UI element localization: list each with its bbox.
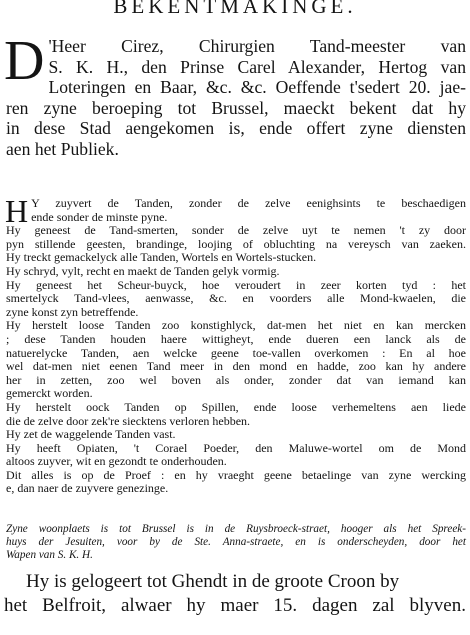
body-line: Dit alles is op de Proef : en hy vraeght geene betaelinge van zyne wercking	[6, 467, 466, 482]
address-line: Zyne woonplaets is tot Brussel is in de Ruysbroeck-straet, hooger als het Spreek-	[6, 523, 466, 535]
body-line: die de zelve door zek're siecktens verloren hebben.	[6, 413, 251, 428]
body-line: gemerckt worden.	[6, 386, 93, 401]
body-line: ; dese Tanden houden haere wittigheyt, ende dueren een lanck als de	[6, 331, 466, 346]
body-line: ende sonder de minste pyne.	[31, 209, 168, 224]
body-line: pyn stillende geesten, brandinge, loojing of obluchting na vereysch van zaeken.	[6, 236, 466, 251]
body-line: smertelyck Tand-vlees, aenwasse, &c. en voorders alle Mond-kwaelen, die	[6, 291, 466, 306]
body-line: Hy treckt gemackelyck alle Tanden, Wortels en Wortels-stucken.	[6, 250, 317, 265]
address-note	[6, 523, 466, 562]
body-line: Hy schryd, vylt, recht en maekt de Tanden gelyk vormig.	[6, 263, 280, 278]
body-dropcap: H	[5, 193, 29, 229]
body-line: Hy geneest de Tand-smerten, sonder de zelve uyt te nemen 't zy door	[6, 223, 466, 238]
intro-line: Loteringen en Baar, &c. &c. Oeffende t'sedert 20. jae-	[48, 77, 466, 97]
body-line: Hy zet de waggelende Tanden vast.	[6, 427, 176, 442]
body-line: Hy geneest het Scheur-buyck, hoe veroudert in zeer korten tyd : het	[6, 277, 466, 292]
body-line: Y zuyvert de Tanden, zonder de zelve eenighsints te beschaedigen	[31, 196, 466, 210]
intro-line: 'Heer Cirez, Chirurgien Tand-meester van	[48, 36, 466, 56]
intro-line: in dese Stad aengekomen is, ende offert zyne diensten	[6, 118, 466, 138]
footer-line: het Belfroit, alwaer hy maer 15. dagen zal blyven.	[4, 595, 466, 616]
page-title: BEKENTMAKINGE.	[113, 0, 357, 18]
lodging-notice	[4, 570, 466, 618]
body-line: Hy heeft Opiaten, 't Corael Poeder, den Maluwe-wortel om de Mond	[6, 440, 466, 455]
address-line: huys der Jesuiten, voor by de Ste. Anna-straete, en is onderscheyden, door het	[6, 536, 466, 548]
intro-dropcap: D	[4, 30, 45, 92]
body-line: altoos zuyver, wit en gezondt te onderhouden.	[6, 454, 227, 469]
body-line: natuerelycke Tanden, aen welcke geene toe-vallen overkomen : En al hoe	[6, 345, 466, 360]
services-list	[5, 193, 466, 496]
intro-line: ren zyne beroeping tot Brussel, maeckt bekent dat hy	[6, 97, 466, 118]
intro-paragraph	[4, 30, 466, 159]
body-line: her in zetten, zoo wel boven als onder, zonder dat van iemand kan	[6, 372, 466, 387]
body-line: zyne konst zyn betreffende.	[6, 304, 139, 319]
intro-line: S. K. H., den Prinse Carel Alexander, Hertog van	[48, 56, 466, 77]
intro-line: aen het Publiek.	[6, 138, 119, 159]
address-line: Wapen van S. K. H.	[6, 549, 93, 561]
body-line: Hy herstelt loose Tanden zoo konstighlyck, dat-men het niet en kan mercken	[6, 318, 466, 333]
body-line: Hy herstelt oock Tanden op Spillen, ende loose verhemeltens aen liede	[6, 399, 466, 414]
body-line: e, dan naer de zuyvere genezinge.	[6, 481, 169, 496]
body-line: wel dat-men niet eenen Tand meer in den mond en hadde, zoo kan hy andere	[6, 359, 466, 374]
footer-line: Hy is gelogeert tot Ghendt in de groote Croon by	[26, 571, 400, 592]
